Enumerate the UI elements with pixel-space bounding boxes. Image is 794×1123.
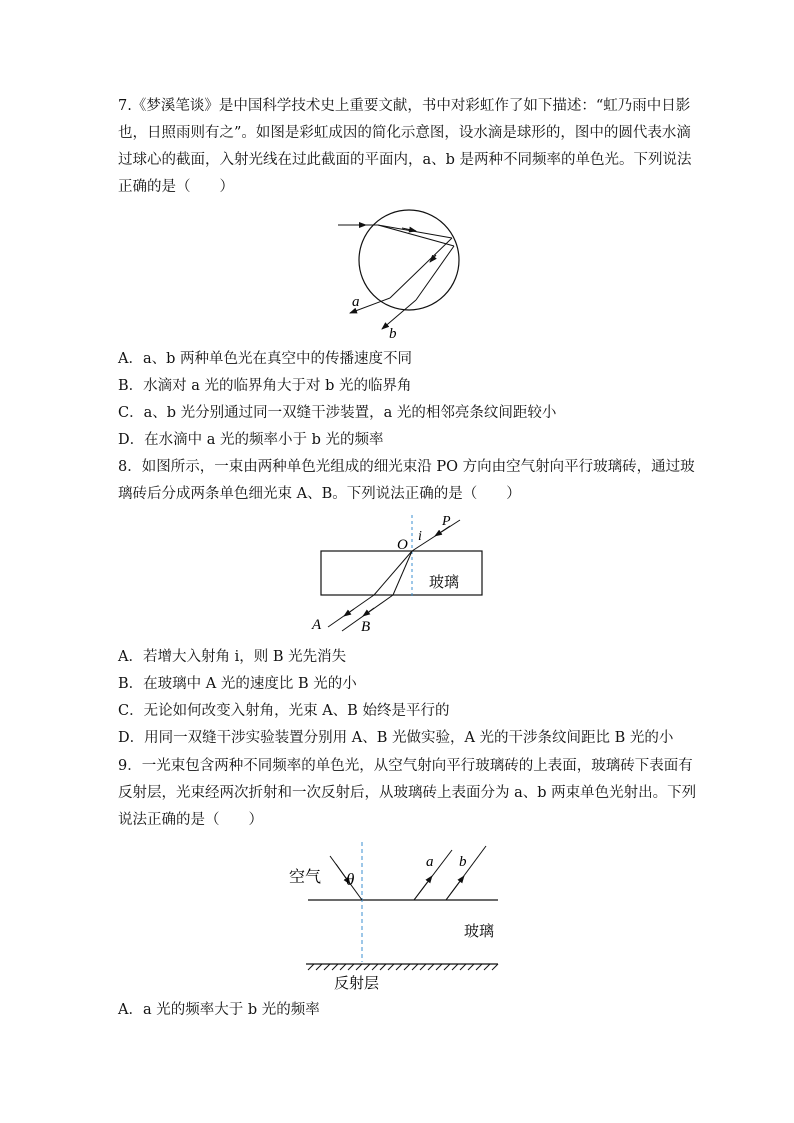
label-O: O bbox=[397, 537, 408, 553]
label-a: a bbox=[352, 294, 360, 310]
label-glass: 玻璃 bbox=[464, 924, 495, 940]
ray-upper-inside bbox=[378, 225, 452, 238]
q8-stem-line-1: 8．如图所示，一束由两种单色光组成的细光束沿 PO 方向由空气射向平行玻璃砖，通过玻 bbox=[118, 459, 695, 475]
glass-slab-diagram bbox=[300, 505, 500, 635]
label-B: B bbox=[361, 619, 371, 635]
label-i: i bbox=[418, 529, 422, 544]
label-air: 空气 bbox=[289, 869, 322, 886]
q7-stem-line-2: 也，日照雨则有之”。如图是彩虹成因的简化示意图，设水滴是球形的，图中的圆代表水滴 bbox=[118, 125, 691, 141]
label-a: a bbox=[426, 854, 434, 870]
label-b: b bbox=[389, 326, 397, 342]
label-P: P bbox=[442, 514, 451, 529]
q8-option-b: B．在玻璃中 A 光的速度比 B 光的小 bbox=[118, 676, 357, 692]
raindrop-diagram bbox=[330, 200, 480, 345]
q7-option-d: D．在水滴中 a 光的频率小于 b 光的频率 bbox=[118, 432, 384, 448]
label-glass: 玻璃 bbox=[429, 575, 460, 591]
q8-stem-line-2: 璃砖后分成两条单色细光束 A、B。下列说法正确的是（ ） bbox=[118, 486, 521, 502]
reflection-layer-diagram bbox=[280, 836, 520, 996]
q8-option-c: C．无论如何改变入射角，光束 A、B 始终是平行的 bbox=[118, 703, 450, 719]
refracted-ray-A bbox=[374, 551, 412, 595]
q9-option-a: A．a 光的频率大于 b 光的频率 bbox=[118, 1002, 320, 1018]
label-b: b bbox=[459, 854, 467, 870]
q8-option-d: D．用同一双缝干涉实验装置分别用 A、B 光做实验，A 光的干涉条纹间距比 B 光的小 bbox=[118, 730, 674, 746]
label-reflect: 反射层 bbox=[334, 976, 380, 992]
label-A: A bbox=[312, 617, 322, 633]
q7-stem-line-1: 7.《梦溪笔谈》是中国科学技术史上重要文献，书中对彩虹作了如下描述：“虹乃雨中日影 bbox=[118, 98, 691, 114]
q9-stem-line-3: 说法正确的是（ ） bbox=[118, 812, 263, 828]
q7-option-a: A．a、b 两种单色光在真空中的传播速度不同 bbox=[118, 351, 413, 367]
q8-option-a: A．若增大入射角 i，则 B 光先消失 bbox=[118, 649, 347, 665]
ray-reflected-a bbox=[390, 238, 452, 298]
refracted-ray-B bbox=[393, 551, 412, 595]
q7-stem-line-3: 过球心的截面，入射光线在过此截面的平面内，a、b 是两种不同频率的单色光。下列说法 bbox=[118, 152, 692, 168]
ray-lower-inside bbox=[378, 225, 454, 246]
q7-option-c: C．a、b 光分别通过同一双缝干涉装置，a 光的相邻亮条纹间距较小 bbox=[118, 405, 557, 421]
q7-stem-line-4: 正确的是（ ） bbox=[118, 179, 234, 195]
label-theta: θ bbox=[346, 870, 355, 889]
q9-stem-line-1: 9．一光束包含两种不同频率的单色光，从空气射向平行玻璃砖的上表面，玻璃砖下表面有 bbox=[118, 758, 693, 774]
q7-option-b: B．水滴对 a 光的临界角大于对 b 光的临界角 bbox=[118, 378, 412, 394]
q9-stem-line-2: 反射层，光束经两次折射和一次反射后，从玻璃砖上表面分为 a、b 两束单色光射出。下列 bbox=[118, 785, 697, 801]
reflection-layer-hatch bbox=[308, 964, 498, 970]
